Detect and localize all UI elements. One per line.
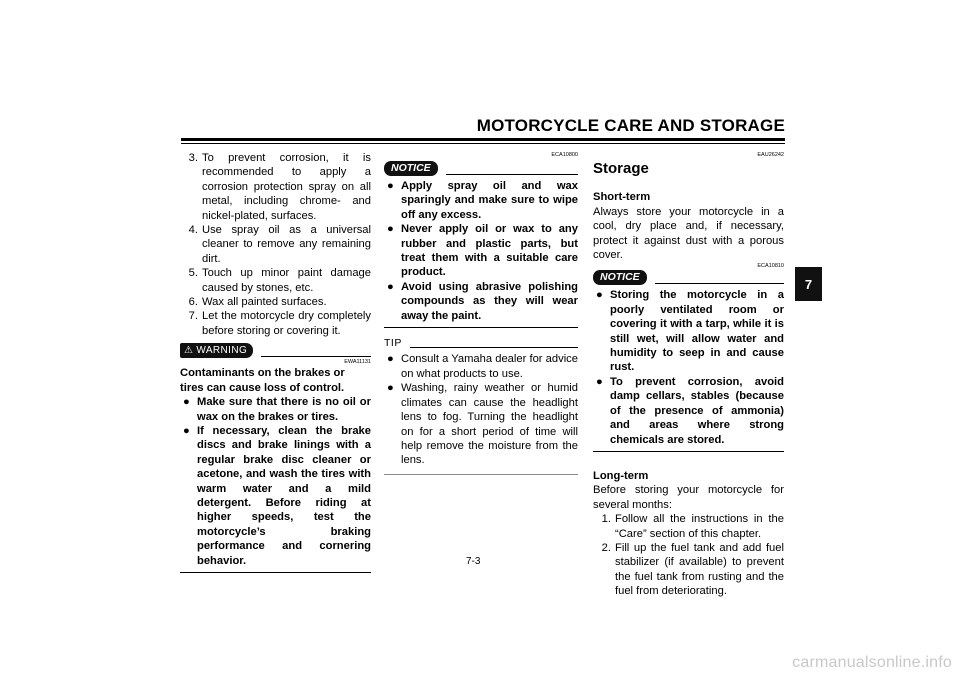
notice-header <box>593 270 784 285</box>
subheading-long-term: Long-term <box>593 469 649 482</box>
divider <box>446 174 578 175</box>
list-item: 7. Let the motorcycle dry completely before storing or covering it. <box>188 310 371 337</box>
section-title: Storage <box>593 160 649 177</box>
divider <box>655 283 784 284</box>
list-item: 4. Use spray oil as a universal cleaner to remove any remaining dirt. <box>188 224 371 265</box>
list-item: ● Avoid using abrasive polishing compounds as they will wear away the paint. <box>384 280 578 328</box>
list-item: 1. Follow all the instructions in the “Care” section of this chapter. <box>601 513 784 540</box>
warning-badge: ⚠ WARNING <box>180 343 253 358</box>
column-2 <box>384 151 578 475</box>
bullet-icon: ● <box>183 424 190 437</box>
reference-code: EAU26242 <box>757 152 784 158</box>
bullet-icon: ● <box>596 375 603 388</box>
list-item: ● If necessary, clean the brake discs and brake linings with a regular brake disc cleaner or acetone, and wash the tires with warm water and a mild detergent. Before riding at higher speeds, test the motorcycle’s braking performance and cornering behavior. <box>180 424 371 573</box>
list-item: ● To prevent corrosion, avoid damp cellars, stables (because of the presence of ammonia) and areas where strong chemicals are stored. <box>593 375 784 452</box>
chapter-tab: 7 <box>795 267 822 301</box>
list-item: 6. Wax all painted surfaces. <box>188 296 327 309</box>
list-item: ● Never apply oil or wax to any rubber and plastic parts, but treat them with a suitable care product. <box>384 222 578 280</box>
list-item: ● Consult a Yamaha dealer for advice on what products to use. <box>384 352 578 381</box>
header-rule-thin <box>181 143 785 144</box>
bullet-icon: ● <box>387 353 394 366</box>
reference-code: EWA11131 <box>344 359 371 366</box>
paragraph: Before storing your motorcycle for several months: <box>593 484 784 511</box>
page-number: 7-3 <box>466 556 481 567</box>
bullet-icon: ● <box>596 289 603 302</box>
notice-header <box>384 161 578 176</box>
bullet-icon: ● <box>183 396 190 409</box>
list-item: ● Storing the motorcycle in a poorly ventilated room or covering it with a tarp, while it is still wet, will allow water and humidity to seep in and cause rust. <box>593 288 784 374</box>
reference-code: ECA10810 <box>757 263 784 270</box>
bullet-icon: ● <box>387 280 394 293</box>
column-3 <box>593 151 784 599</box>
list-item: ● Make sure that there is no oil or wax on the brakes or tires. <box>180 395 371 424</box>
bullet-icon: ● <box>387 223 394 236</box>
list-item: 3. To prevent corrosion, it is recommended to apply a corrosion protection spray on all metal, including chrome- and nickel-plated, surfaces. <box>188 152 371 222</box>
list-item: ● Washing, rainy weather or humid climates can cause the headlight lens to fog. Turning the headlight on for a short period of time will help remove the moisture from the lens. <box>384 381 578 474</box>
column-1 <box>180 151 371 573</box>
bullet-icon: ● <box>387 180 394 192</box>
notice-badge: NOTICE <box>593 270 647 285</box>
tip-label: TIP <box>384 337 402 350</box>
subheading-short-term: Short-term <box>593 191 651 204</box>
divider <box>410 347 578 348</box>
list-item: 2. Fill up the fuel tank and add fuel stabilizer (if available) to prevent the fuel tank from rusting and the fuel from deteriorating. <box>601 541 784 598</box>
list-item: 5. Touch up minor paint damage caused by stones, etc. <box>188 267 371 294</box>
care-steps-list <box>180 151 371 338</box>
chapter-title: MOTORCYCLE CARE AND STORAGE <box>476 116 785 135</box>
header-rule <box>181 138 785 141</box>
bullet-icon: ● <box>387 382 394 395</box>
tip-header <box>384 336 578 350</box>
reference-code: ECA10800 <box>551 152 578 158</box>
list-item: ● Apply spray oil and wax sparingly and make sure to wipe off any excess. <box>384 179 578 222</box>
paragraph: Always store your motorcycle in a cool, dry place and, if necessary, protect it against dust with a porous cover. <box>593 205 784 262</box>
warning-header <box>180 343 371 358</box>
notice-badge: NOTICE <box>384 161 438 176</box>
warning-triangle-icon: ⚠ <box>184 344 194 356</box>
watermark: carmanualsonline.info <box>792 654 952 671</box>
divider <box>261 356 371 357</box>
warning-lead: Contaminants on the brakes or tires can cause loss of control. <box>180 367 345 394</box>
